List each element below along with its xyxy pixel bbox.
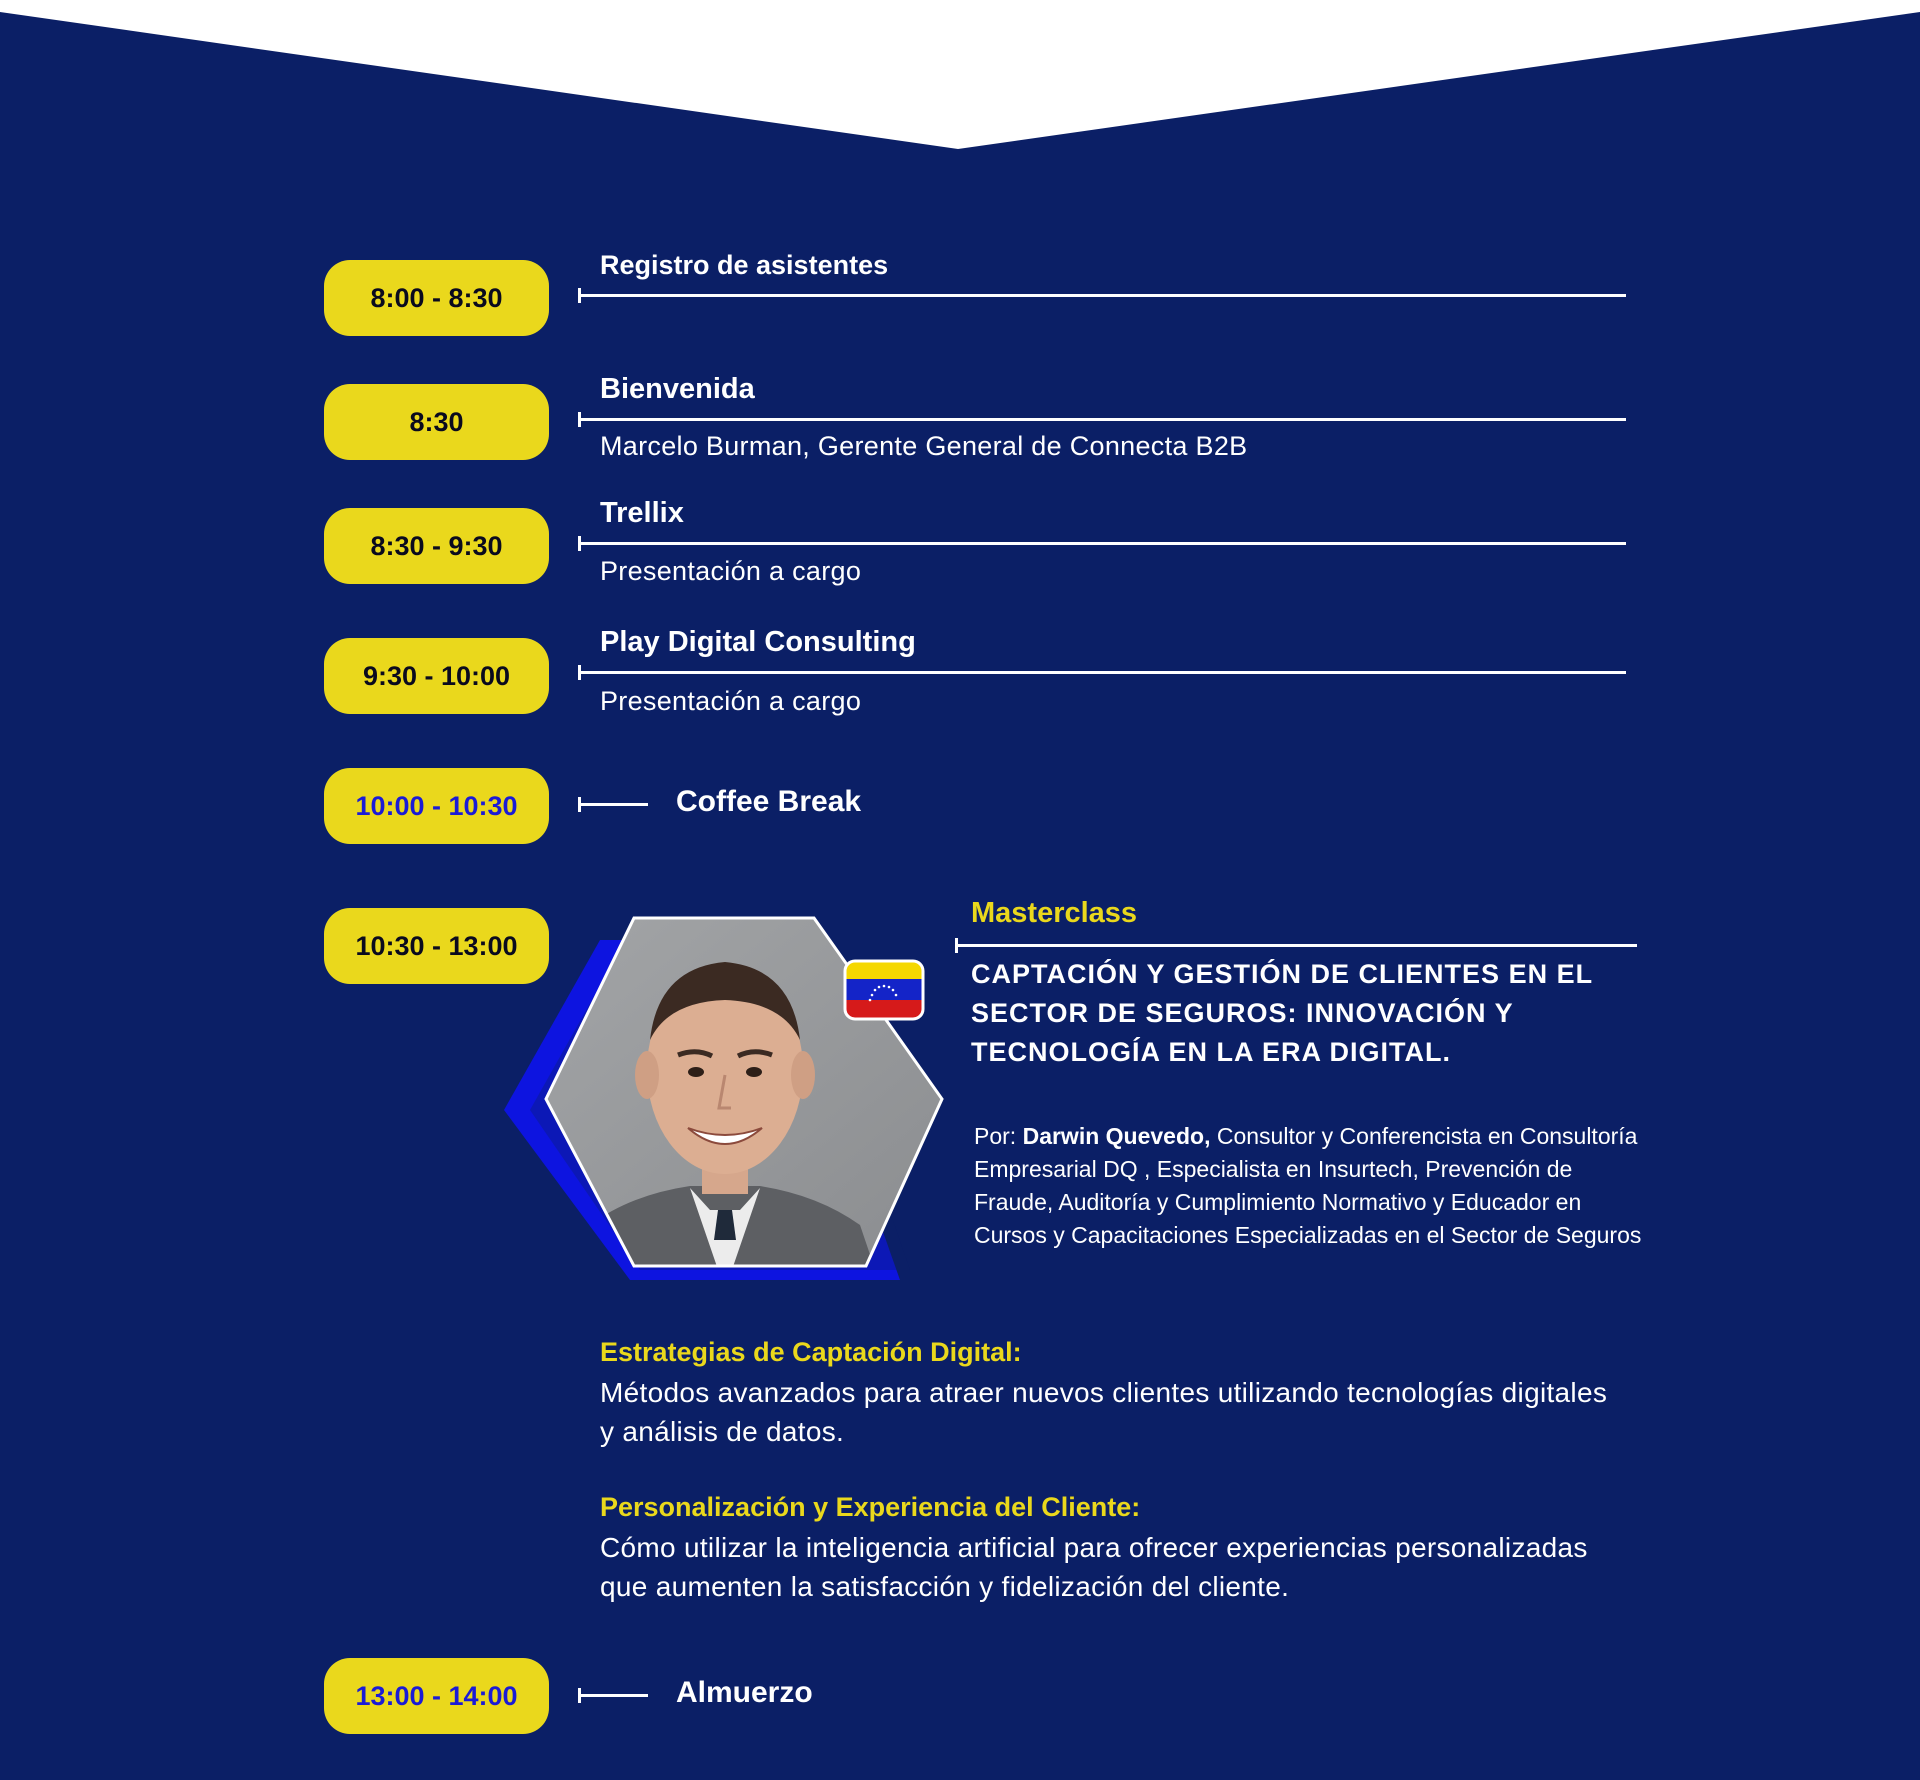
time-pill-almuerzo: 13:00 - 14:00 — [324, 1658, 549, 1734]
speaker-name: Darwin Quevedo, — [1022, 1123, 1211, 1149]
speaker-description — [974, 1120, 1644, 1252]
masterclass-title: CAPTACIÓN Y GESTIÓN DE CLIENTES EN EL SECTOR DE SEGUROS: INNOVACIÓN Y TECNOLOGÍA EN LA ERA DIGITAL. — [971, 959, 1593, 1067]
agenda-title-almuerzo: Almuerzo — [676, 1676, 813, 1709]
time-pill-masterclass: 10:30 - 13:00 — [324, 908, 549, 984]
timeline-divider — [578, 294, 1626, 297]
topic-body-captacion: Métodos avanzados para atraer nuevos clientes utilizando tecnologías digitales y análisis de datos. — [600, 1377, 1608, 1447]
timeline-connector — [578, 803, 648, 806]
speaker-bio: Consultor y Conferencista en Consultoría Empresarial DQ , Especialista en Insurtech, Prevención de Fraude, Auditoría y Cumplimiento Normativo y Educador en Cursos y Capacitaciones Especializadas en el Sector de Seguros — [974, 1123, 1642, 1248]
agenda-subtitle-play-digital: Presentación a cargo — [600, 686, 862, 716]
time-pill-play-digital: 9:30 - 10:00 — [324, 638, 549, 714]
agenda-title-play-digital: Play Digital Consulting — [600, 626, 916, 658]
agenda-title-trellix: Trellix — [600, 497, 684, 529]
agenda-title-registro: Registro de asistentes — [600, 250, 889, 280]
timeline-divider — [955, 944, 1637, 947]
time-pill-trellix: 8:30 - 9:30 — [324, 508, 549, 584]
timeline-divider — [578, 418, 1626, 421]
masterclass-label: Masterclass — [971, 897, 1138, 929]
top-chevron-shape — [0, 0, 1920, 160]
time-pill-registro: 8:00 - 8:30 — [324, 260, 549, 336]
agenda-title-coffee-break: Coffee Break — [676, 785, 862, 818]
agenda-subtitle-trellix: Presentación a cargo — [600, 556, 862, 586]
timeline-connector — [578, 1694, 648, 1697]
by-prefix: Por: — [974, 1123, 1023, 1149]
timeline-divider — [578, 671, 1626, 674]
topic-heading-personalizacion: Personalización y Experiencia del Cliente: — [600, 1492, 1141, 1522]
topic-heading-captacion: Estrategias de Captación Digital: — [600, 1337, 1022, 1367]
time-pill-bienvenida: 8:30 — [324, 384, 549, 460]
time-pill-coffee-break: 10:00 - 10:30 — [324, 768, 549, 844]
agenda-title-bienvenida: Bienvenida — [600, 373, 755, 405]
venezuela-flag-icon — [843, 959, 925, 1021]
topic-body-personalizacion: Cómo utilizar la inteligencia artificial para ofrecer experiencias personalizadas que aumenten la satisfacción y fidelización del cliente. — [600, 1532, 1588, 1602]
agenda-subtitle-bienvenida: Marcelo Burman, Gerente General de Connecta B2B — [600, 431, 1248, 461]
timeline-divider — [578, 542, 1626, 545]
